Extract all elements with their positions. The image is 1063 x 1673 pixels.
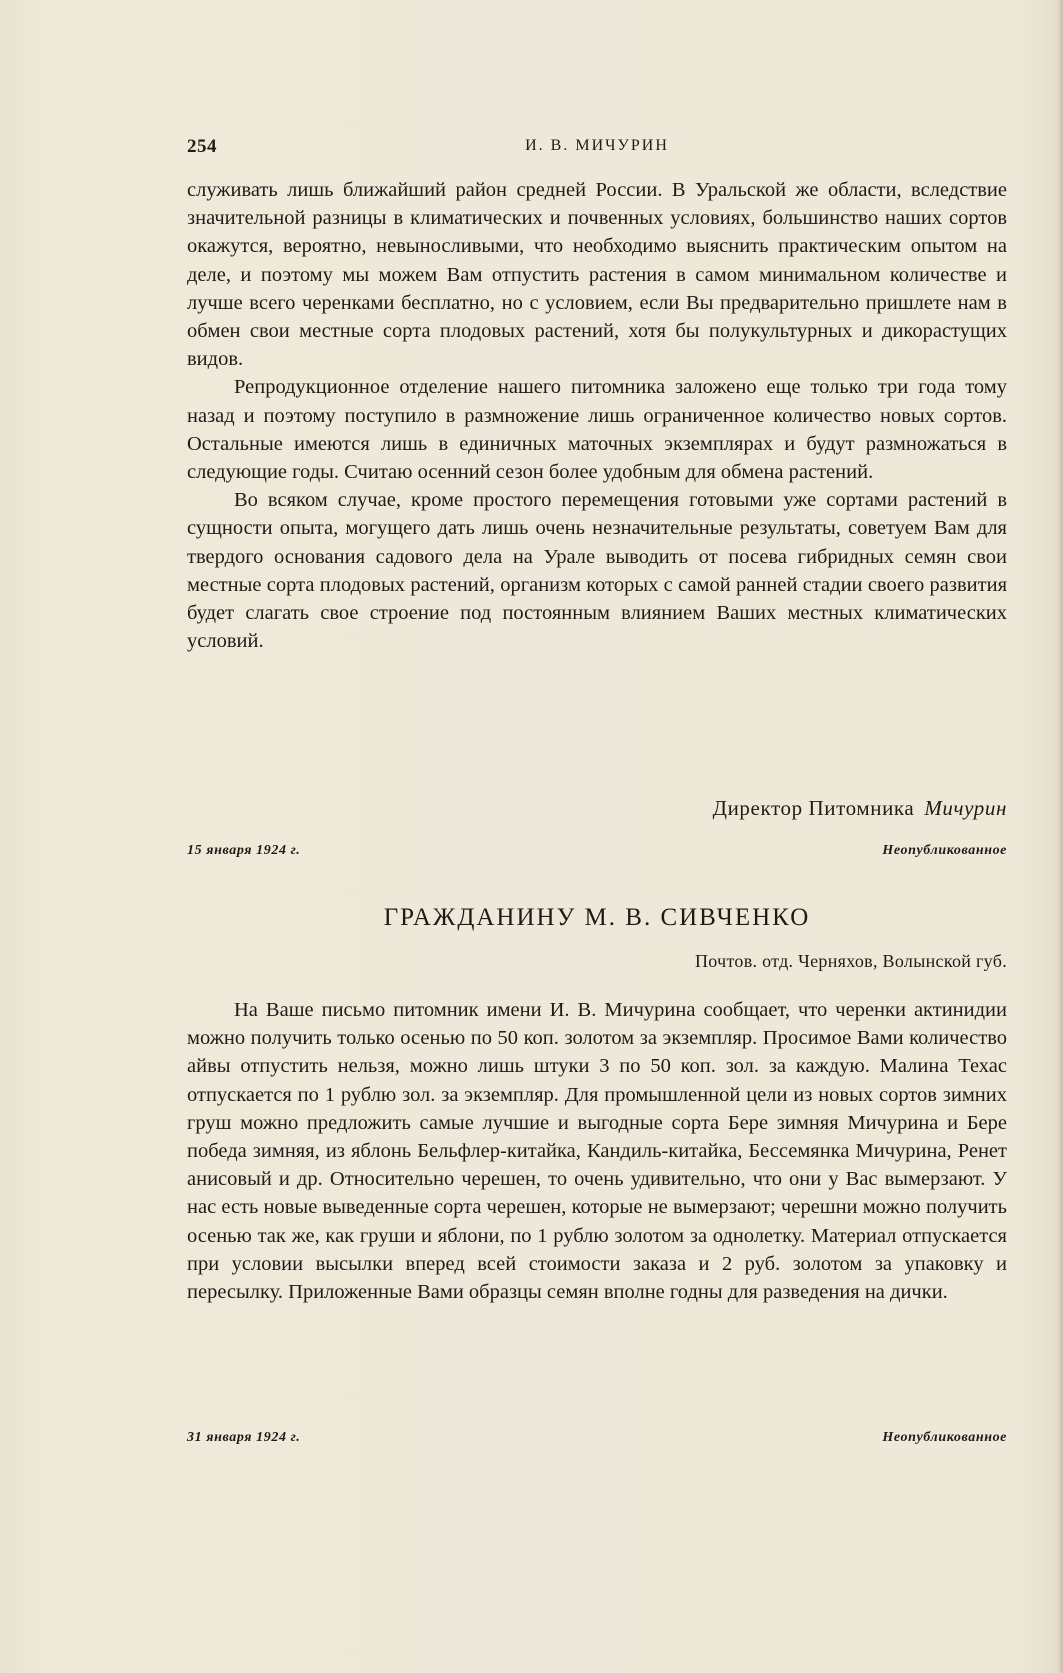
page-number: 254 [187,136,217,157]
letter-1-signature [187,796,1007,821]
page-edge-shadow [1057,0,1063,1673]
letter-2-body [187,996,1007,1306]
letter-1-paragraph-1: служивать лишь ближайший район средней России. В Уральской же области, вследствие значительной разницы в климатических и почвенных условиях, большинство наших сортов окажутся, вероятно, невыносливыми, что необходимо выяснить практическим опытом на деле, и поэтому мы можем Вам отпустить растения в самом минимальном количестве и лучше всего черенками бесплатно, но с условием, если Вы предварительно пришлете нам в обмен свои местные сорта плодовых растений, хотя бы полукультурных и дикорастущих видов. [187,179,1007,371]
letter-1-status: Неопубликованное [882,843,1007,858]
running-head [187,136,1007,160]
letter-1-footline [187,843,1007,863]
letter-2-address: Почтов. отд. Черняхов, Волынской губ. [694,951,1007,971]
signature-title: Директор Питомника [712,796,915,820]
letter-1-paragraph-2: Репродукционное отделение нашего питомника заложено еще только три года тому назад и поэтому поступило в размножение лишь ограниченное количество новых сортов. Остальные имеются лишь в единичных маточных экземплярах и будут размножаться в следующие годы. Считаю осенний сезон более удобным для обмена растений. [187,376,1007,484]
running-title: И. В. МИЧУРИН [525,137,669,154]
letter-2-date: 31 января 1924 г. [187,1430,301,1445]
letter-2-paragraph: На Ваше письмо питомник имени И. В. Мичурина сообщает, что черенки актинидии можно получить только осенью по 50 коп. золотом за экземпляр. Просимое Вами количество айвы отпустить нельзя, можно лишь штуки 3 по 50 коп. зол. за каждую. Малина Техас отпускается по 1 рублю зол. за экземпляр. Для промышленной цели из новых сортов зимних груш можно предложить самые лучшие и выгодные сорта Бере зимняя Мичурина и Бере победа зимняя, из яблонь Бельфлер-китайка, Кандиль-китайка, Бессемянка Мичурина, Ренет анисовый и др. Относительно черешен, то очень удивительно, что они у Вас вымерзают. У нас есть новые выведенные сорта черешен, которые не вымерзают; черешни можно получить осенью так же, как груши и яблони, по 1 рублю золотом за однолетку. Материал отпускается при условии высылки вперед всей стоимости заказа и 2 руб. золотом за упаковку и пересылку. Приложенные Вами образцы семян вполне годны для разведения на дички. [187,999,1007,1304]
letter-2-heading: ГРАЖДАНИНУ М. В. СИВЧЕНКО [383,904,811,931]
letter-2-status: Неопубликованное [882,1430,1007,1445]
letter-2-footline [187,1430,1007,1450]
letter-1-body [187,176,1007,655]
signature-name: Мичурин [924,796,1007,820]
letter-1-date: 15 января 1924 г. [187,843,301,858]
letter-1-paragraph-3: Во всяком случае, кроме простого перемещения готовыми уже сортами растений в сущности опыта, могущего дать лишь очень незначительные результаты, советуем Вам для твердого основания садового дела на Урале выводить от посева гибридных семян свои местные сорта плодовых растений, организм которых с самой ранней стадии своего развития будет слагать свое строение под постоянным влиянием Ваших местных климатических условий. [187,489,1007,653]
